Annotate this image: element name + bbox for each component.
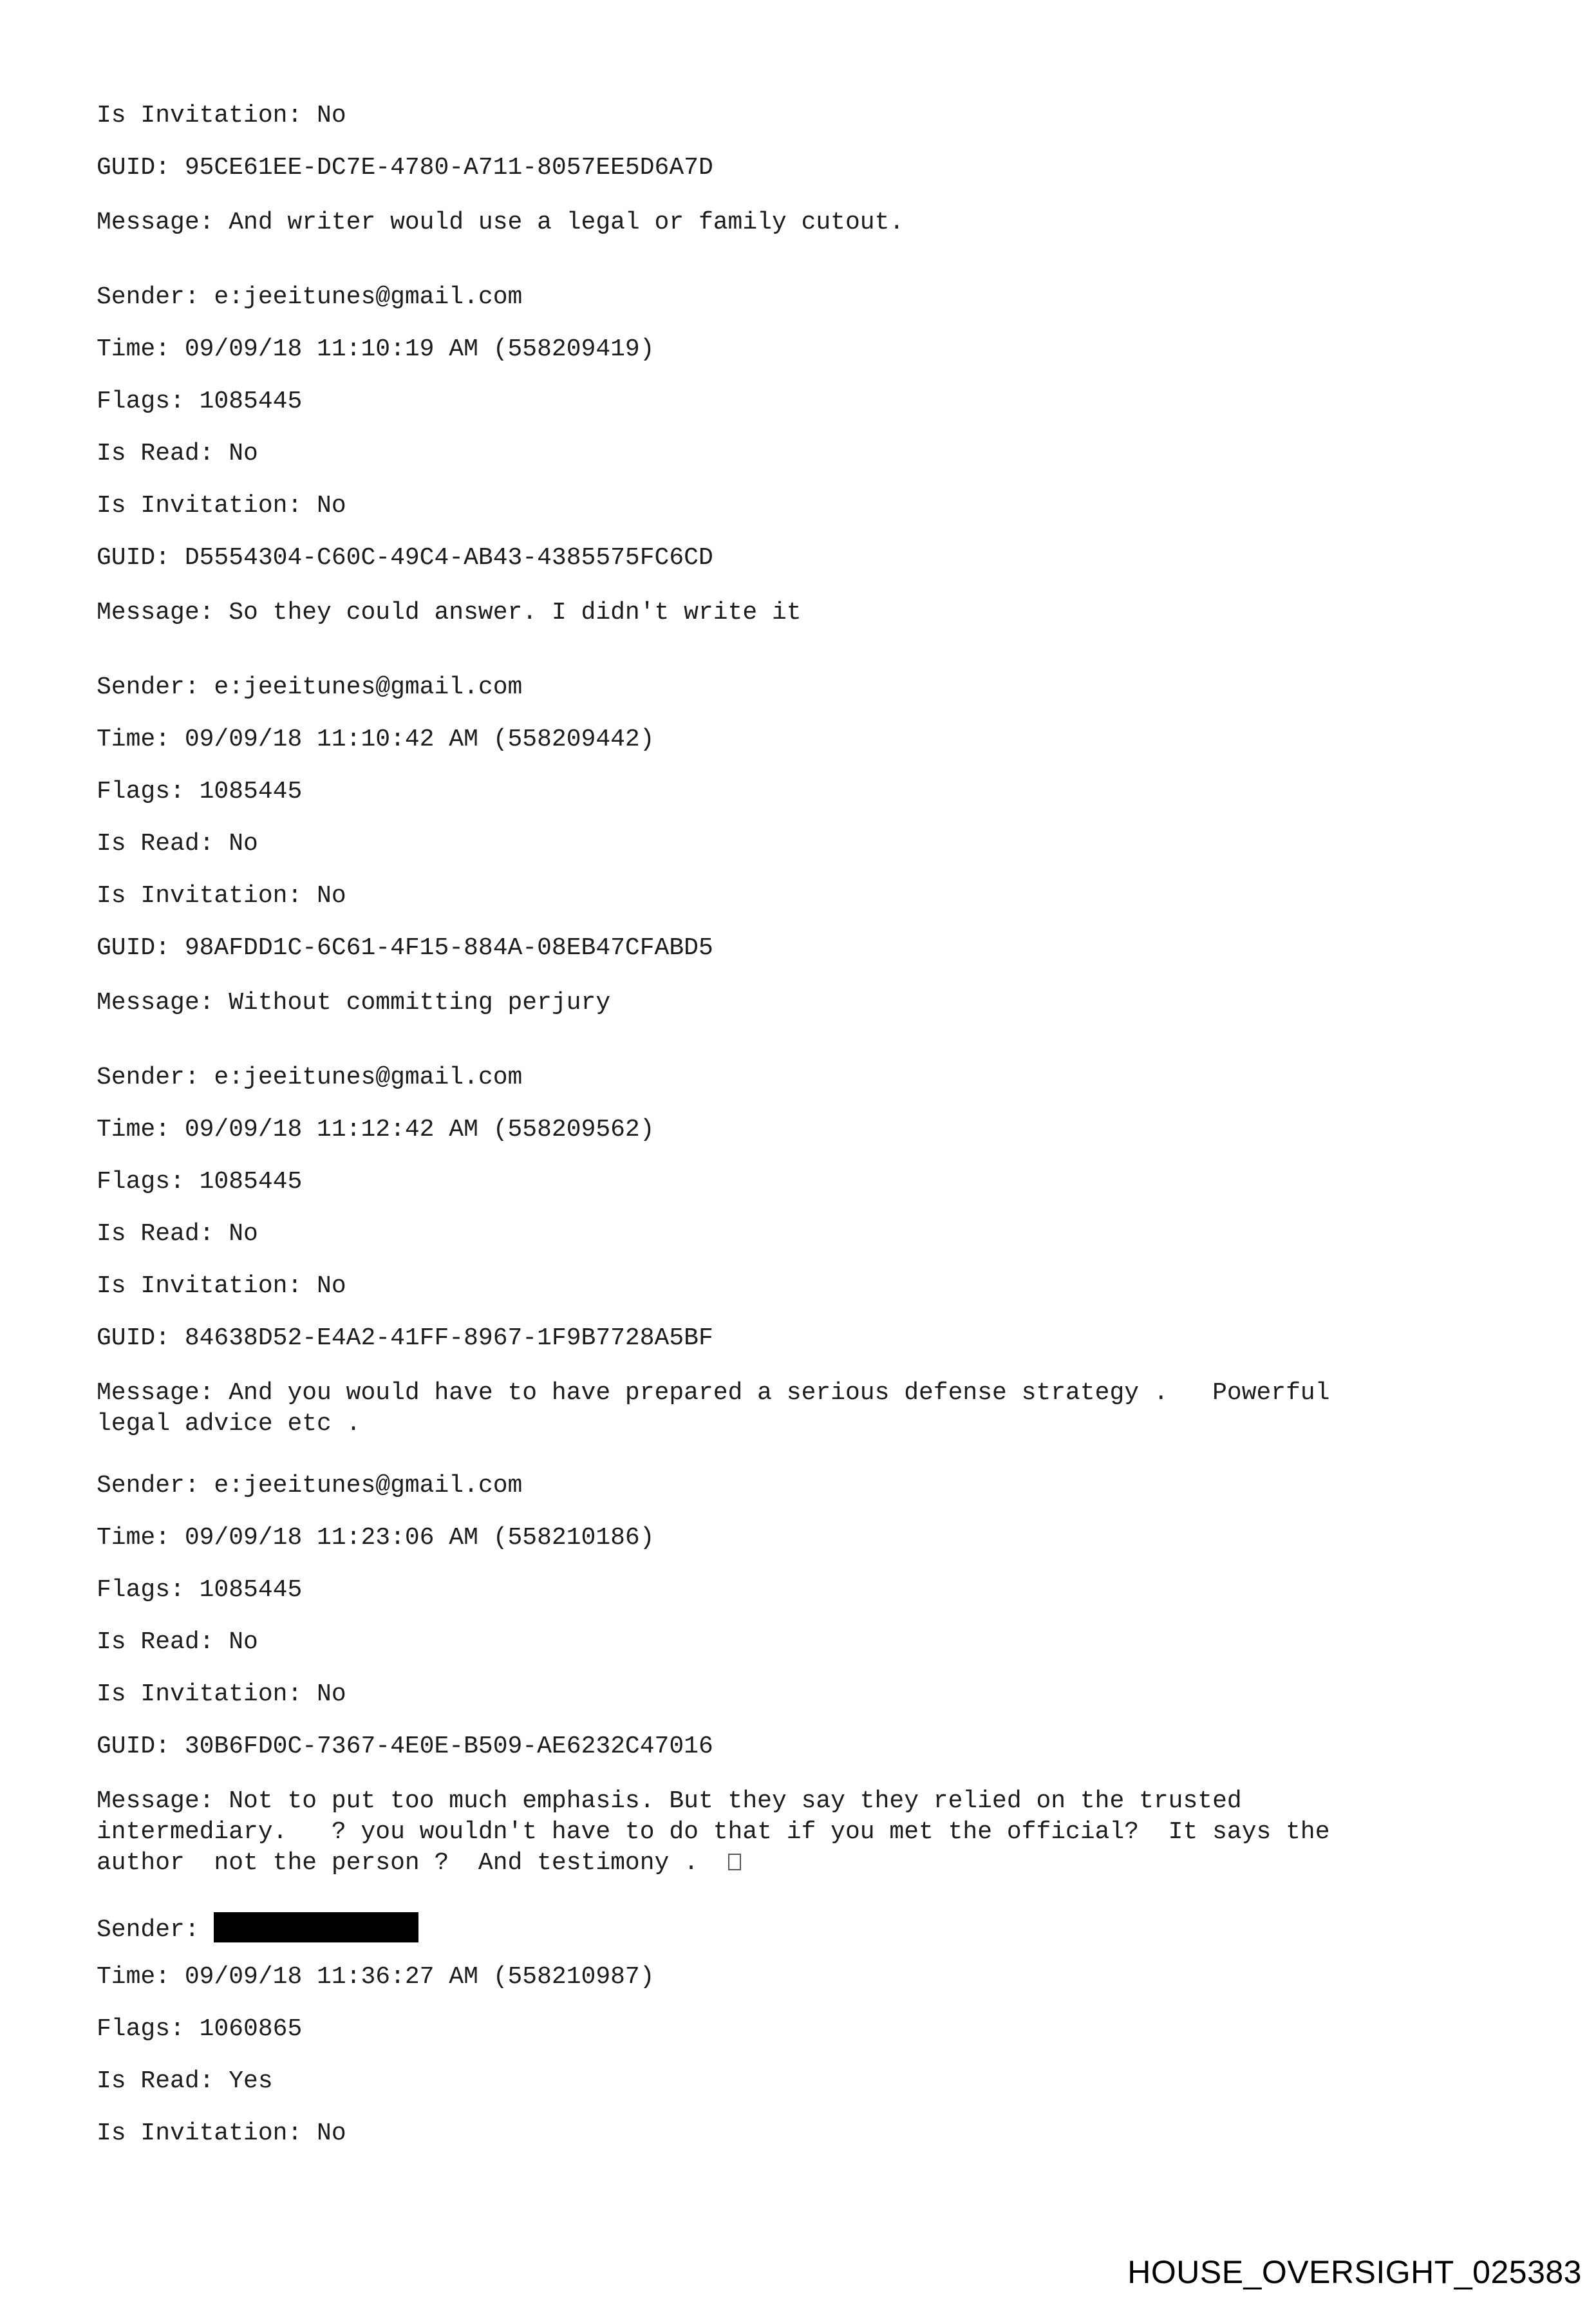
message-line: legal advice etc . — [97, 1410, 361, 1438]
time-field: Time: 09/09/18 11:12:42 AM (558209562) — [97, 1116, 655, 1143]
flags-field: Flags: 1060865 — [97, 2015, 303, 2043]
is-read-field: Is Read: No — [97, 830, 258, 858]
flags-field: Flags: 1085445 — [97, 388, 303, 415]
time-field: Time: 09/09/18 11:36:27 AM (558210987) — [97, 1963, 655, 1991]
sender-field: Sender: e:jeeitunes@gmail.com — [97, 1064, 523, 1091]
message-entry — [97, 1065, 1513, 1440]
sender-label: Sender: — [97, 1916, 214, 1944]
time-field: Time: 09/09/18 11:23:06 AM (558210186) — [97, 1524, 655, 1552]
redaction-box — [214, 1912, 418, 1942]
time-field: Time: 09/09/18 11:10:42 AM (558209442) — [97, 726, 655, 753]
bates-number: HOUSE_OVERSIGHT_025383 — [1127, 2254, 1582, 2290]
message-line-text: author not the person ? And testimony . — [97, 1849, 728, 1877]
message-body — [97, 597, 1513, 628]
is-invitation-field: Is Invitation: No — [97, 1272, 346, 1300]
unknown-character-icon — [728, 1854, 741, 1870]
message-entry — [97, 675, 1513, 1019]
guid-field: GUID: 30B6FD0C-7367-4E0E-B509-AE6232C47016 — [97, 1733, 713, 1760]
message-entry — [97, 1473, 1513, 1879]
is-invitation-field: Is Invitation: No — [97, 492, 346, 520]
guid-field: GUID: 98AFDD1C-6C61-4F15-884A-08EB47CFABD5 — [97, 934, 713, 962]
sender-field: Sender: e:jeeitunes@gmail.com — [97, 283, 523, 311]
message-line: Message: And you would have to have prepared a serious defense strategy . Powerful — [97, 1379, 1330, 1407]
sender-field: Sender: e:jeeitunes@gmail.com — [97, 1472, 523, 1499]
is-invitation-field: Is Invitation: No — [97, 2120, 346, 2147]
guid-field: GUID: D5554304-C60C-49C4-AB43-4385575FC6CD — [97, 544, 713, 572]
message-line: Message: Without committing perjury — [97, 989, 611, 1017]
guid-field: GUID: 95CE61EE-DC7E-4780-A711-8057EE5D6A7D — [97, 154, 713, 182]
message-line: Message: And writer would use a legal or family cutout. — [97, 209, 905, 236]
message-body — [97, 1786, 1513, 1879]
is-invitation-field: Is Invitation: No — [97, 1680, 346, 1708]
sender-field — [97, 1912, 1513, 1944]
flags-field: Flags: 1085445 — [97, 778, 303, 805]
message-line: Message: So they could answer. I didn't write it — [97, 599, 802, 626]
message-line: Message: Not to put too much emphasis. But they say they relied on the trusted — [97, 1787, 1242, 1815]
flags-field: Flags: 1085445 — [97, 1576, 303, 1604]
is-read-field: Is Read: No — [97, 1220, 258, 1248]
is-invitation-field: Is Invitation: No — [97, 882, 346, 910]
message-line-with-glyph — [97, 1848, 1513, 1879]
is-read-field: Is Read: No — [97, 1628, 258, 1656]
message-body — [97, 1378, 1513, 1440]
message-body — [97, 988, 1513, 1019]
is-read-field: Is Read: No — [97, 440, 258, 467]
flags-field: Flags: 1085445 — [97, 1168, 303, 1196]
message-line: intermediary. ? you wouldn't have to do that if you met the official? It says the — [97, 1818, 1330, 1846]
message-log — [97, 103, 1513, 2173]
guid-field: GUID: 84638D52-E4A2-41FF-8967-1F9B7728A5BF — [97, 1324, 713, 1352]
message-body — [97, 207, 1513, 238]
is-invitation-field: Is Invitation: No — [97, 102, 346, 129]
message-entry — [97, 285, 1513, 628]
message-entry — [97, 1912, 1513, 2147]
time-field: Time: 09/09/18 11:10:19 AM (558209419) — [97, 335, 655, 363]
sender-field: Sender: e:jeeitunes@gmail.com — [97, 673, 523, 701]
is-read-field: Is Read: Yes — [97, 2067, 273, 2095]
